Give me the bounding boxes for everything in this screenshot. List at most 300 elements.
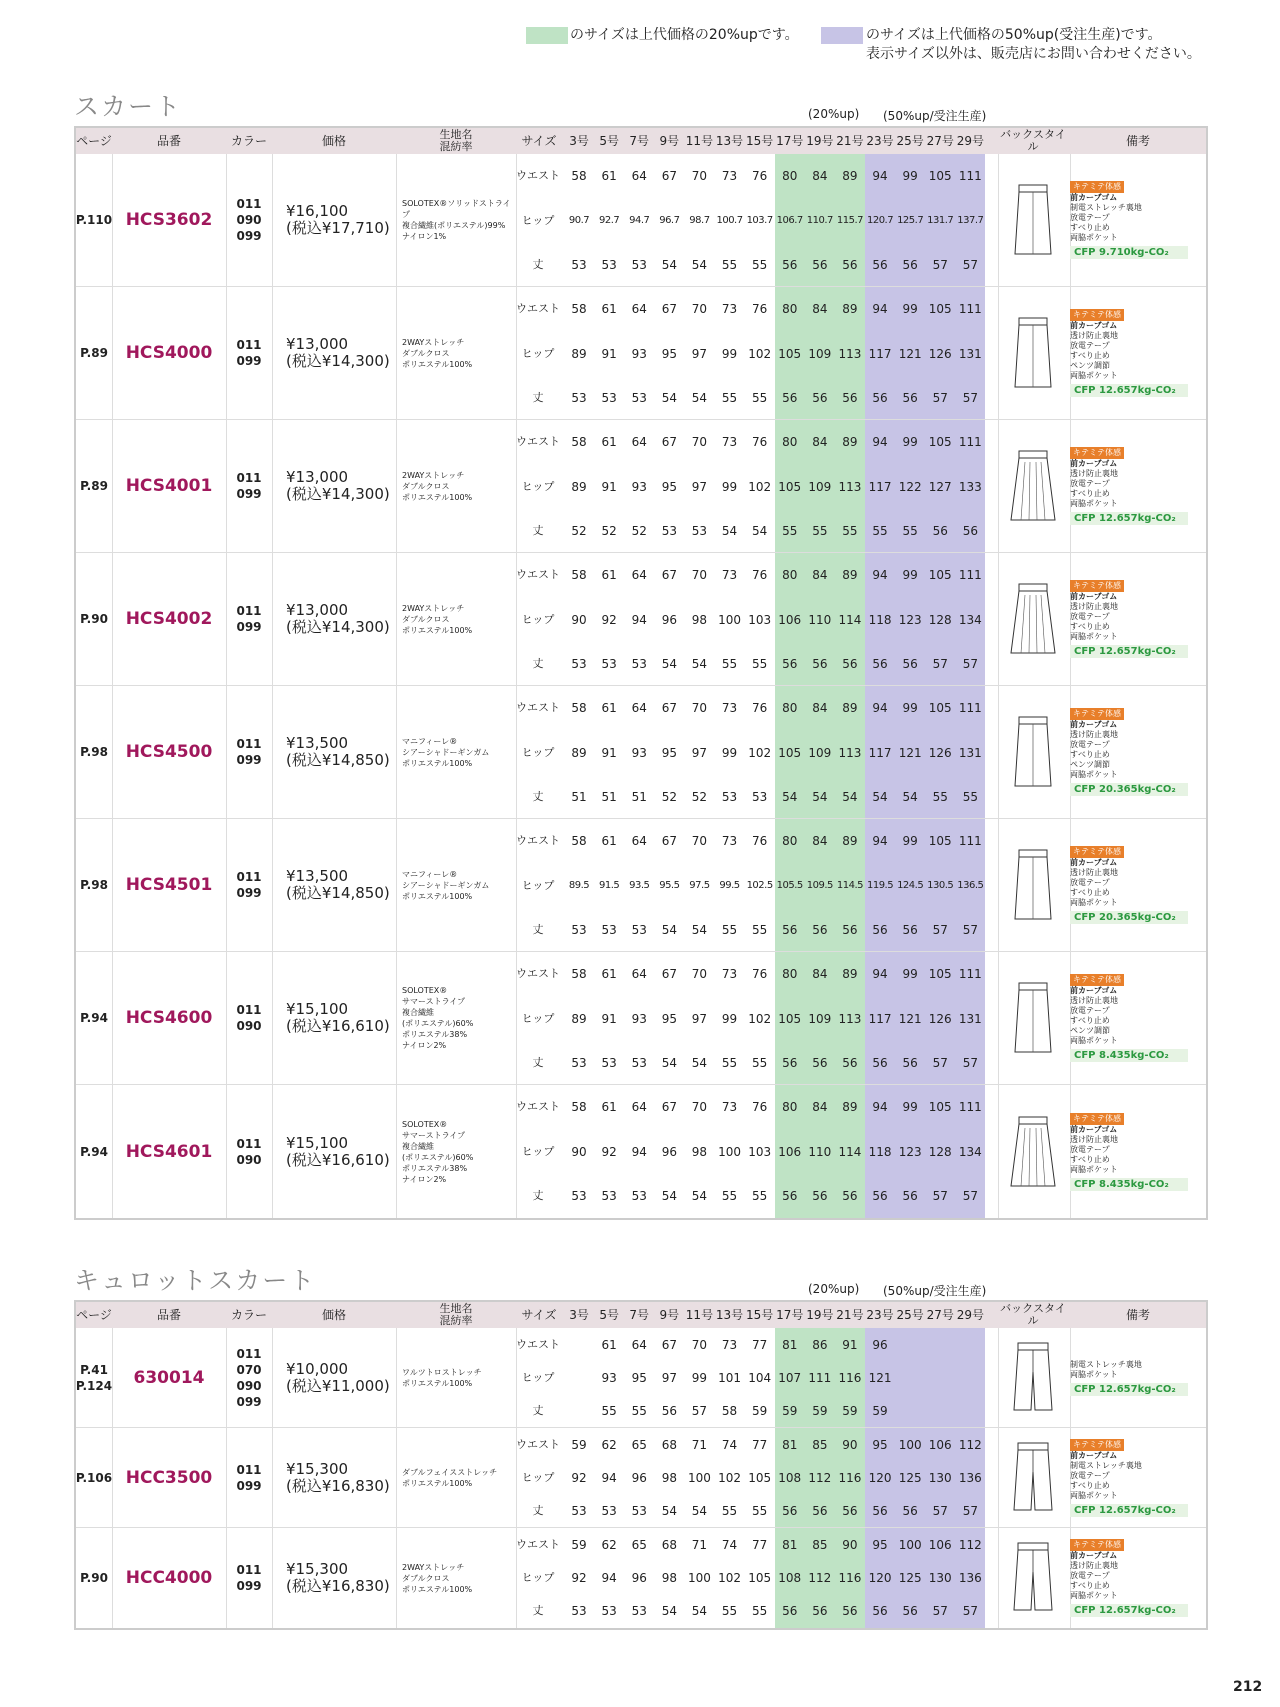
size-value-waist: 73: [721, 834, 738, 848]
size-value-waist: 99: [902, 1100, 918, 1114]
size-value-hip: 103: [748, 1145, 772, 1159]
size-value-length: 53: [631, 258, 647, 272]
back-style-icon: [998, 819, 1068, 951]
notes: [1070, 287, 1194, 419]
size-value-length: 52: [601, 524, 617, 538]
size-value-waist: 95: [872, 1438, 888, 1452]
size-value-waist: 76: [752, 568, 768, 582]
size-value-length: 53: [721, 790, 738, 804]
size-value-length: 57: [962, 1604, 978, 1618]
size-value-length: 56: [902, 1056, 918, 1070]
measure-label-waist: ウエスト: [516, 1100, 560, 1113]
size-value-waist: 70: [691, 1338, 708, 1352]
size-value-length: 53: [601, 923, 617, 937]
size-value-waist: 94: [872, 834, 888, 848]
size-value-hip: 102: [718, 1571, 741, 1585]
table-body: [76, 1328, 1206, 1628]
size-value-length: 57: [932, 1504, 948, 1518]
size-value-hip: 98: [691, 613, 708, 627]
size-value-waist: 70: [691, 1100, 708, 1114]
size-value-length: 53: [571, 1056, 587, 1070]
note-line: すべり止め: [1070, 1480, 1110, 1490]
header-size-col: 19号: [806, 134, 834, 148]
size-value-length: 55: [752, 1056, 768, 1070]
table-row: [76, 952, 1206, 1085]
measure-label-length: 丈: [532, 1404, 544, 1417]
fabric-description: ワルツトロストレッチ ポリエステル100%: [402, 1367, 482, 1388]
cfp-badge: CFP 20.365kg-CO₂: [1070, 911, 1188, 924]
size-value-length: 56: [872, 1504, 888, 1518]
size-value-length: 55: [872, 524, 888, 538]
measure-label-waist: ウエスト: [516, 1338, 560, 1351]
note-line: 放電テープ: [1070, 341, 1110, 350]
size-value-waist: 58: [571, 568, 587, 582]
size-value-hip: 94: [631, 613, 647, 627]
size-value-waist: 73: [721, 1338, 738, 1352]
size-value-waist: 81: [782, 1338, 798, 1352]
size-value-length: 56: [782, 1604, 798, 1618]
size-value-hip: 114.5: [836, 880, 863, 891]
size-value-hip: 99: [691, 1371, 708, 1385]
header-back-style: バックスタイル: [1000, 128, 1066, 153]
size-value-waist: 80: [782, 701, 798, 715]
size-value-length: 56: [782, 923, 798, 937]
size-value-waist: 84: [812, 967, 828, 981]
price: [272, 154, 396, 286]
size-value-waist: 73: [721, 701, 738, 715]
size-value-length: 55: [752, 1504, 768, 1518]
size-value-length: 59: [782, 1404, 798, 1418]
size-value-waist: 67: [661, 169, 677, 183]
price-tax-included: (税込¥14,300): [286, 485, 390, 503]
size-value-waist: 80: [782, 568, 798, 582]
header-size-col: 27号: [926, 134, 954, 148]
size-value-waist: 68: [661, 1538, 677, 1552]
size-value-hip: 100.7: [716, 215, 743, 226]
kitemite-badge: キテミテ体感: [1070, 846, 1124, 858]
color-codes: [226, 1428, 272, 1527]
size-value-hip: 91.5: [599, 880, 620, 891]
product-code: HCS4601: [125, 1141, 213, 1162]
size-value-hip: 117: [868, 480, 892, 494]
size-value-length: 54: [721, 524, 738, 538]
size-value-hip: 134: [958, 1145, 982, 1159]
size-value-length: 52: [571, 524, 587, 538]
size-value-waist: 95: [872, 1538, 888, 1552]
size-value-hip: 95: [661, 746, 677, 760]
header-size-col: 13号: [715, 134, 744, 148]
size-value-waist: 99: [902, 169, 918, 183]
size-value-hip: 90: [571, 613, 587, 627]
size-value-length: 55: [721, 1056, 738, 1070]
product-code: HCS4600: [125, 1008, 213, 1028]
size-value-hip: 105: [778, 1012, 802, 1026]
color-code: 011: [236, 197, 262, 211]
size-value-waist: 105: [928, 302, 952, 316]
measure-label-hip: ヒップ: [521, 1145, 555, 1158]
size-value-length: 53: [601, 391, 617, 405]
size-value-waist: 76: [752, 967, 768, 981]
color-codes: [226, 553, 272, 685]
size-value-waist: 58: [571, 967, 587, 981]
size-value-hip: 106.7: [776, 215, 803, 226]
size-value-length: 59: [872, 1404, 888, 1418]
size-value-hip: 94: [601, 1571, 617, 1585]
size-value-waist: 94: [872, 701, 888, 715]
size-value-waist: 67: [661, 967, 677, 981]
price-base: ¥15,300: [286, 1459, 349, 1478]
size-value-length: 52: [631, 524, 647, 538]
table-row: [76, 1428, 1206, 1528]
size-value-length: 55: [631, 1404, 647, 1418]
size-value-length: 53: [571, 258, 587, 272]
size-value-hip: 124.5: [897, 880, 924, 891]
size-value-waist: 84: [812, 169, 828, 183]
size-value-waist: 105: [928, 1100, 952, 1114]
size-value-waist: 81: [782, 1438, 798, 1452]
size-value-length: 53: [631, 1604, 647, 1618]
size-value-length: 53: [571, 923, 587, 937]
measure-label-waist: ウエスト: [516, 1538, 560, 1551]
header-size-col: 9号: [659, 1308, 680, 1322]
page-ref: P.94: [80, 1144, 108, 1159]
cfp-badge: CFP 12.657kg-CO₂: [1070, 1383, 1188, 1396]
header-size-col: 17号: [776, 1308, 804, 1322]
price-base: ¥13,000: [286, 468, 349, 486]
note-line: 前カーブゴム: [1070, 1551, 1118, 1560]
size-value-hip: 96: [631, 1571, 647, 1585]
color-code: 099: [236, 487, 262, 501]
annotation-50up: (50%up/受注生産): [883, 109, 987, 123]
table-row: [76, 1085, 1206, 1218]
size-value-waist: 67: [661, 834, 677, 848]
note-line: 前カーブゴム: [1070, 1124, 1118, 1134]
back-style-icon: [998, 1428, 1068, 1527]
note-line: すべり止め: [1070, 1581, 1110, 1590]
size-value-length: 56: [842, 923, 858, 937]
color-codes: [226, 287, 272, 419]
size-value-waist: 77: [752, 1538, 768, 1552]
table-row: [76, 686, 1206, 819]
size-value-length: 56: [812, 657, 828, 671]
size-value-length: 53: [631, 657, 647, 671]
size-value-length: 57: [932, 1604, 948, 1618]
price: [272, 553, 396, 685]
note-line: 制電ストレッチ裏地: [1070, 1359, 1142, 1369]
header-size-col: 7号: [629, 1308, 650, 1322]
price-base: ¥13,000: [286, 335, 349, 353]
price-tax-included: (税込¥16,610): [286, 1017, 390, 1035]
size-value-length: 55: [932, 790, 948, 804]
color-code: 090: [236, 1378, 262, 1393]
price-tax-included: (税込¥14,850): [286, 884, 390, 902]
price-tax-included: (税込¥14,850): [286, 751, 390, 769]
note-line: 前カーブゴム: [1070, 1450, 1118, 1460]
header-fabric-blend: 混紡率: [439, 140, 473, 153]
size-value-waist: 58: [571, 834, 587, 848]
note-line: 両脇ポケット: [1070, 499, 1118, 508]
notes: [1070, 154, 1194, 286]
size-value-length: 57: [932, 1056, 948, 1070]
catalog-page-ref: [76, 1428, 112, 1527]
measure-label-waist: ウエスト: [516, 302, 560, 315]
size-value-hip: 108: [778, 1571, 802, 1585]
size-value-length: 54: [691, 1189, 708, 1203]
notes: [1070, 819, 1194, 951]
size-value-waist: 100: [898, 1438, 922, 1452]
size-value-waist: 73: [721, 568, 738, 582]
size-value-hip: 106: [778, 613, 802, 627]
header-size-col: 11号: [685, 134, 714, 148]
size-value-length: 51: [601, 790, 617, 804]
measure-label-hip: ヒップ: [521, 347, 555, 360]
measure-label-hip: ヒップ: [521, 214, 555, 227]
size-value-waist: 77: [752, 1338, 768, 1352]
size-value-waist: 91: [842, 1338, 858, 1352]
size-value-waist: 105: [928, 435, 952, 449]
size-value-hip: 108: [778, 1471, 802, 1485]
size-value-waist: 61: [601, 435, 617, 449]
size-value-length: 53: [601, 1056, 617, 1070]
size-value-waist: 64: [631, 1338, 647, 1352]
measure-label-length: 丈: [532, 391, 544, 404]
size-value-hip: 111: [808, 1371, 832, 1385]
kitemite-badge: キテミテ体感: [1070, 708, 1124, 720]
size-value-length: 56: [902, 657, 918, 671]
size-value-hip: 91: [601, 347, 617, 361]
size-value-waist: 73: [721, 435, 738, 449]
color-codes: [226, 819, 272, 951]
size-value-waist: 67: [661, 701, 677, 715]
cfp-badge: CFP 8.435kg-CO₂: [1070, 1049, 1188, 1062]
product-code: HCS4000: [125, 343, 213, 363]
size-value-hip: 94: [601, 1471, 617, 1485]
back-style-icon: [998, 1328, 1068, 1427]
size-value-hip: 100: [718, 1145, 741, 1159]
price-tax-included: (税込¥16,830): [286, 1577, 390, 1595]
back-style-icon: [998, 1528, 1068, 1628]
size-value-length: 54: [812, 790, 828, 804]
size-value-waist: 111: [958, 568, 982, 582]
size-value-hip: 93: [631, 480, 647, 494]
size-value-length: 54: [661, 391, 677, 405]
catalog-page-ref: [76, 1085, 112, 1218]
back-style-icon: [998, 686, 1068, 818]
measure-label-length: 丈: [532, 1604, 544, 1617]
note-line: 放電テープ: [1070, 479, 1110, 488]
size-value-hip: 93.5: [629, 880, 650, 891]
size-value-hip: 102: [748, 347, 772, 361]
size-value-waist: 71: [691, 1538, 708, 1552]
size-value-hip: 103.7: [746, 215, 773, 226]
size-value-length: 54: [661, 923, 677, 937]
size-value-waist: 111: [958, 967, 982, 981]
back-style-icon: [998, 420, 1068, 552]
size-value-hip: 114: [838, 1145, 862, 1159]
size-value-hip: 116: [838, 1371, 862, 1385]
price-tax-included: (税込¥17,710): [286, 219, 390, 237]
size-value-hip: 133: [958, 480, 982, 494]
table-row: [76, 287, 1206, 420]
measure-label-waist: ウエスト: [516, 967, 560, 980]
size-value-waist: 64: [631, 967, 647, 981]
measure-label-hip: ヒップ: [521, 1471, 555, 1484]
size-value-waist: 76: [752, 1100, 768, 1114]
size-value-hip: 120: [868, 1471, 892, 1485]
size-value-length: 54: [661, 1189, 677, 1203]
kitemite-badge: キテミテ体感: [1070, 1439, 1124, 1451]
size-value-waist: 70: [691, 169, 708, 183]
measure-label-length: 丈: [532, 1056, 544, 1069]
size-value-hip: 107: [778, 1371, 802, 1385]
size-value-waist: 112: [958, 1438, 982, 1452]
size-value-length: 54: [661, 1504, 677, 1518]
size-value-waist: 58: [571, 302, 587, 316]
product-code: HCS4500: [125, 742, 213, 762]
price-base: ¥13,500: [286, 867, 349, 885]
size-value-hip: 125: [898, 1571, 922, 1585]
size-value-length: 57: [962, 258, 978, 272]
size-value-hip: 96: [631, 1471, 647, 1485]
size-value-length: 56: [902, 1504, 918, 1518]
size-value-waist: 71: [691, 1438, 708, 1452]
note-line: 制電ストレッチ裏地: [1070, 1460, 1142, 1470]
section-title-culotte: キュロットスカート: [74, 1266, 317, 1295]
header-fabric: [396, 1302, 516, 1328]
catalog-page-ref: [76, 686, 112, 818]
measure-label-waist: ウエスト: [516, 834, 560, 847]
size-value-length: 54: [782, 790, 798, 804]
fabric-description: SOLOTEX® サマーストライプ 複合繊維 (ポリエステル)60% ポリエステル38% ナイロン2%: [402, 986, 474, 1050]
size-value-hip: 105: [778, 480, 802, 494]
fabric-description: ダブルフェイスストレッチ ポリエステル100%: [402, 1467, 498, 1488]
size-value-hip: 95: [661, 347, 677, 361]
size-value-hip: 110: [808, 1145, 832, 1159]
table-row: [76, 1528, 1206, 1628]
size-value-hip: 99.5: [719, 880, 740, 891]
back-style-icon: [998, 952, 1068, 1084]
kitemite-badge: キテミテ体感: [1070, 447, 1124, 459]
size-value-waist: 67: [661, 1338, 677, 1352]
size-value-length: 55: [962, 790, 978, 804]
page-ref: P.124: [75, 1378, 113, 1393]
notes: [1070, 1085, 1194, 1218]
size-value-waist: 90: [842, 1538, 858, 1552]
size-value-hip: 113: [838, 1012, 862, 1026]
page-ref: P.90: [80, 612, 108, 626]
size-value-waist: 76: [752, 435, 768, 449]
size-value-length: 54: [661, 258, 677, 272]
catalog-page-ref: [76, 1328, 112, 1427]
size-value-waist: 65: [631, 1538, 647, 1552]
size-value-hip: 89: [571, 1012, 587, 1026]
header-price: 価格: [321, 1308, 346, 1322]
color-code: 099: [236, 620, 262, 634]
notes: [1070, 686, 1194, 818]
size-value-waist: 84: [812, 302, 828, 316]
size-value-length: 54: [902, 790, 918, 804]
cfp-badge: CFP 12.657kg-CO₂: [1070, 512, 1188, 525]
size-value-waist: 76: [752, 302, 768, 316]
size-value-length: 54: [842, 790, 858, 804]
size-value-length: 54: [691, 1604, 708, 1618]
size-value-waist: 61: [601, 1100, 617, 1114]
size-value-hip: 120.7: [866, 215, 894, 226]
size-value-hip: 126: [928, 746, 952, 760]
size-value-hip: 122: [898, 480, 922, 494]
size-value-length: 55: [721, 1189, 738, 1203]
note-line: 両脇ポケット: [1070, 1036, 1118, 1045]
size-value-length: 54: [661, 657, 677, 671]
note-line: 両脇ポケット: [1070, 233, 1118, 242]
size-value-length: 54: [691, 923, 708, 937]
size-value-length: 53: [631, 391, 647, 405]
size-value-hip: 97: [691, 746, 708, 760]
catalog-page-ref: [76, 819, 112, 951]
size-value-length: 56: [842, 258, 858, 272]
header-size-col: 9号: [659, 134, 680, 148]
table-row: [76, 154, 1206, 287]
legend-green-text: のサイズは上代価格の20%upです。: [570, 27, 799, 43]
size-value-waist: 59: [571, 1538, 587, 1552]
size-value-waist: 76: [752, 701, 768, 715]
size-value-length: 59: [842, 1404, 858, 1418]
size-value-waist: 89: [842, 169, 858, 183]
fabric-description: 2WAYストレッチ ダブルクロス ポリエステル100%: [402, 603, 473, 635]
size-value-length: 53: [571, 657, 587, 671]
color-codes: [226, 686, 272, 818]
size-value-waist: 89: [842, 435, 858, 449]
size-value-length: 53: [691, 524, 708, 538]
header-notes: 備考: [1125, 134, 1150, 148]
size-value-length: 56: [782, 1056, 798, 1070]
back-style-icon: [998, 1085, 1068, 1218]
size-value-hip: 94.7: [629, 215, 650, 226]
note-line: 前カーブゴム: [1070, 986, 1118, 995]
size-value-hip: 90.7: [568, 215, 590, 226]
size-value-length: 52: [661, 790, 677, 804]
size-value-hip: 92: [601, 1145, 617, 1159]
size-value-length: 55: [842, 524, 858, 538]
size-value-hip: 93: [631, 1012, 647, 1026]
size-value-hip: 126: [928, 1012, 952, 1026]
table-row: [76, 1328, 1206, 1428]
size-value-length: 53: [601, 1504, 617, 1518]
size-value-waist: 96: [872, 1338, 888, 1352]
size-value-waist: 105: [928, 701, 952, 715]
measure-label-length: 丈: [532, 923, 544, 936]
size-value-length: 56: [782, 1189, 798, 1203]
size-value-waist: 80: [782, 834, 798, 848]
size-value-length: 53: [601, 657, 617, 671]
size-value-length: 55: [752, 1604, 768, 1618]
size-value-length: 56: [902, 923, 918, 937]
annotation-20up: (20%up): [808, 1282, 860, 1296]
product-code: HCS3602: [125, 210, 213, 230]
size-value-waist: 70: [691, 568, 708, 582]
size-value-waist: 74: [721, 1438, 738, 1452]
skirt-size-table: [74, 126, 1208, 1220]
size-value-waist: 86: [812, 1338, 828, 1352]
size-value-hip: 123: [898, 613, 922, 627]
note-line: すべり止め: [1070, 489, 1110, 498]
size-value-waist: 89: [842, 967, 858, 981]
size-value-length: 54: [691, 1056, 708, 1070]
size-value-waist: 111: [958, 701, 982, 715]
size-value-hip: 99: [721, 1012, 738, 1026]
note-line: 放電テープ: [1070, 612, 1110, 621]
color-code: 099: [236, 886, 262, 900]
